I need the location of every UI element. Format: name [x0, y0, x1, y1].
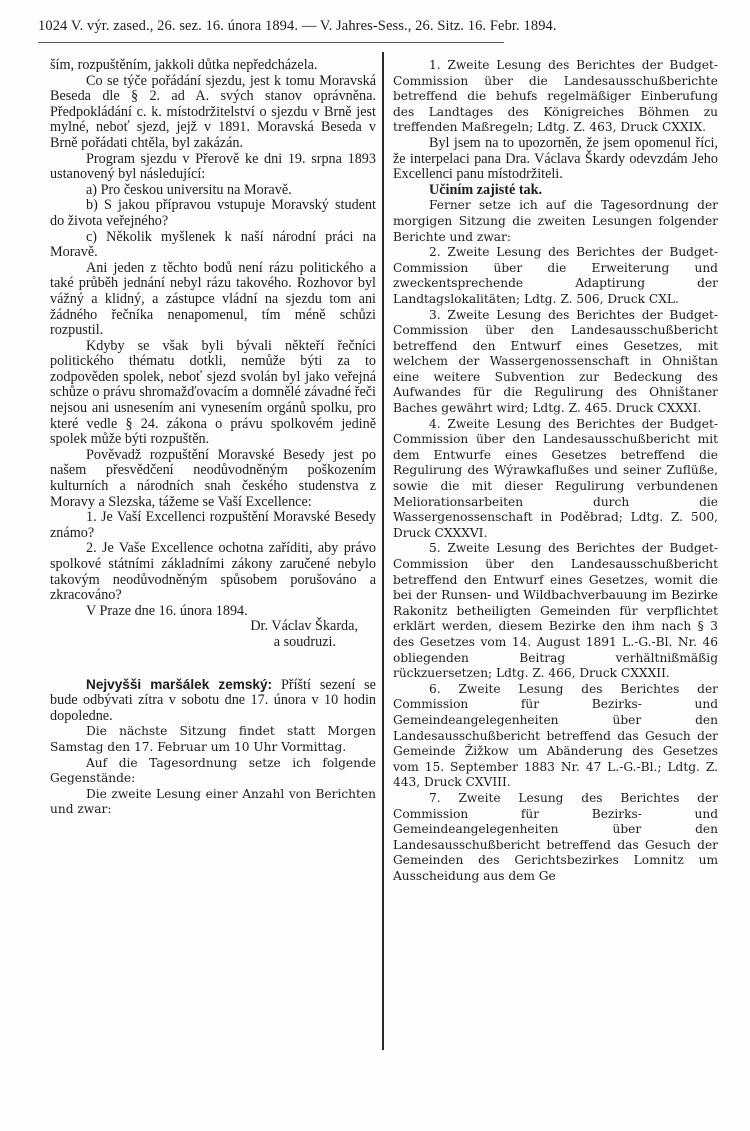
signature: Dr. Václav Škarda, — [250, 618, 358, 635]
agenda-item-5: 5. Zweite Lesung des Berichtes der Budget-Commission über den Landesausschußbericht betreffend den Entwurf eines Gesetzes, womit die bei der Runsen- und Wildbachverbauung im Bezirke Rakonitz betheiligten Gemeinden für verpflichtet erklärt werden, diesem Bezirke den ihm nach § 3 des Gesetzes vom 14. August 1891 L.-G.-Bl. Nr. 46 obliegenden Beitrag verhältnißmäßig rückzuersetzen; Ldtg. Z. 466, Druck CXXXII. — [393, 541, 718, 681]
agenda-item-6: 6. Zweite Lesung des Berichtes der Commission für Bezirks- und Gemeindeangelegenheiten über den Landesausschußbericht betreffend das Gesuch der Gemeinde Žižkow um Abänderung des Gesetzes vom 15. September 1883 Nr. 47 L.-G.-Bl.; Ldtg. Z. 443, Druck CXVIII. — [393, 681, 718, 790]
agenda-item-7: 7. Zweite Lesung des Berichtes der Commission für Bezirks- und Gemeindeangelegenheiten über den Landesausschußbericht betreffend das Gesuch der Gemeinden des Gerichtsbezirkes Lomnitz um Ausscheidung aus dem Ge — [393, 790, 718, 883]
german-paragraph: Auf die Tagesordnung setze ich folgende Gegenstände: — [50, 755, 376, 786]
question-1: 1. Je Vaší Excellenci rozpuštění Moravské Besedy známo? — [50, 509, 376, 541]
page-header: 1024 V. výr. zased., 26. sez. 16. února 1894. — V. Jahres-Sess., 26. Sitz. 16. Febr. 1894. — [38, 18, 557, 34]
speaker-text: Příští sezení se bude odbývati zítra v sobotu dne 17. února v 10 hodin dopoledne. — [50, 676, 376, 724]
speaker-paragraph — [50, 677, 376, 725]
left-column — [50, 58, 376, 818]
paragraph: Kdyby se však byli bývali někteří řečníci politického thématu dotkli, nemůže býti za to zodpověden spolek, neboť sjezd svolán byl jako veřejná schůze o právu shromažďovacím a domnělé závadné řeči nejsou ani usnesením ani vynesením orgánů spolku, pro které vedle § 24. zákona o právu spolkovém jedině spolek může býti rozpuštěn. — [50, 337, 376, 448]
right-column — [393, 58, 718, 884]
cosigners: a soudruzi. — [273, 633, 336, 650]
paragraph: Pověvadž rozpuštění Moravské Besedy jest po našem přesvědčení neodůvodněným poškozením kulturních a národních snah českého studenstva z Moravy a Slezska, tážeme se Vaší Excellence: — [50, 446, 376, 510]
speaker-name: Nejvyšši maršálek zemský: — [86, 676, 273, 692]
column-divider — [382, 52, 384, 1050]
spacer — [50, 651, 376, 677]
program-item-b: b) S jakou přípravou vstupuje Moravský student do života veřejného? — [50, 197, 376, 229]
paragraph: Program sjezdu v Přerově ke dni 19. srpna 1893 ustanovený byl následující: — [50, 150, 376, 183]
question-2: 2. Je Vaše Excellence ochotna zaříditi, aby právo spolkové státními základními zákony zaručené nebylo takovým neodůvodněným spůsobem porušováno a zkracováno? — [50, 540, 376, 604]
german-paragraph: Ferner setze ich auf die Tagesordnung der morgigen Sitzung die zweiten Lesungen folgender Berichte und zwar: — [393, 198, 718, 244]
header-rule — [38, 42, 504, 43]
agenda-item-3: 3. Zweite Lesung des Berichtes der Budget-Commission über den Landesausschußbericht betreffend den Entwurf eines Gesetzes, mit welchem der Wassergenossenschaft in Ohništan eine weitere Subvention zur Bedeckung des Aufwandes für die Regulirung des Ohništaner Baches gewährt wird; Ldtg. Z. 465. Druck CXXXI. — [393, 307, 718, 416]
czech-paragraph: Učiním zajisté tak. — [429, 181, 543, 198]
agenda-item-4: 4. Zweite Lesung des Berichtes der Budget-Commission über den Landesausschußbericht mit dem Entwurfe eines Gesetzes betreffend die Regulirung des Wýrawkaflußes und seiner Zuflüße, sowie die mit dieser Regulirung verbundenen Meliorationsarbeiten durch die Wassergenossenschaft in Poděbrad; Ldtg. Z. 500, Druck CXXXVI. — [393, 416, 718, 540]
program-item-c: c) Několik myšlenek k naší národní práci na Moravě. — [50, 228, 376, 261]
paragraph: ším, rozpuštěním, jakkoli důtka nepředcházela. — [50, 57, 318, 73]
german-paragraph: Die zweite Lesung einer Anzahl von Berichten und zwar: — [50, 786, 376, 817]
paragraph: Co se týče pořádání sjezdu, jest k tomu Moravská Beseda dle § 2. ad A. svých stanov oprávněna. Předpokládání c. k. místodržitelství o sjezdu v Brně jest mylné, neboť sjezd, jejž v 1891. Moravská Beseda v Brně pořádati chtěla, byl zakázán. — [50, 72, 376, 151]
agenda-item-2: 2. Zweite Lesung des Berichtes der Budget-Commission über die Erweiterung und zweckentsprechende Adaptirung der Landtagslokalitäten; Ldtg. Z. 506, Druck CXL. — [393, 245, 718, 306]
czech-paragraph: Byl jsem na to upozorněn, že jsem opomenul říci, že interpelaci pana Dra. Václava Škardy odevzdám Jeho Excellenci panu místodržiteli. — [393, 134, 718, 183]
date-line: V Praze dne 16. února 1894. — [86, 602, 248, 619]
paragraph: Ani jeden z těchto bodů není rázu politického a také průběh jednání nebyl rázu takového. Rozhovor byl vážný a klidný, a zástupce vládní na sjezdu tom ani žádného řečníka nenapomenul, tím méně schůzi rozpustil. — [50, 259, 376, 339]
german-paragraph: Die nächste Sitzung findet statt Morgen Samstag den 17. Februar um 10 Uhr Vormittag. — [50, 724, 376, 754]
agenda-item-1: 1. Zweite Lesung des Berichtes der Budget-Commission über die Landesausschußberichte betreffend die behufs regelmäßiger Einberufung des Landtages des Königreiches Böhmen zu treffenden Maßregeln; Ldtg. Z. 463, Druck CXXIX. — [393, 58, 718, 135]
program-item-a: a) Pro českou universitu na Moravě. — [86, 181, 292, 198]
